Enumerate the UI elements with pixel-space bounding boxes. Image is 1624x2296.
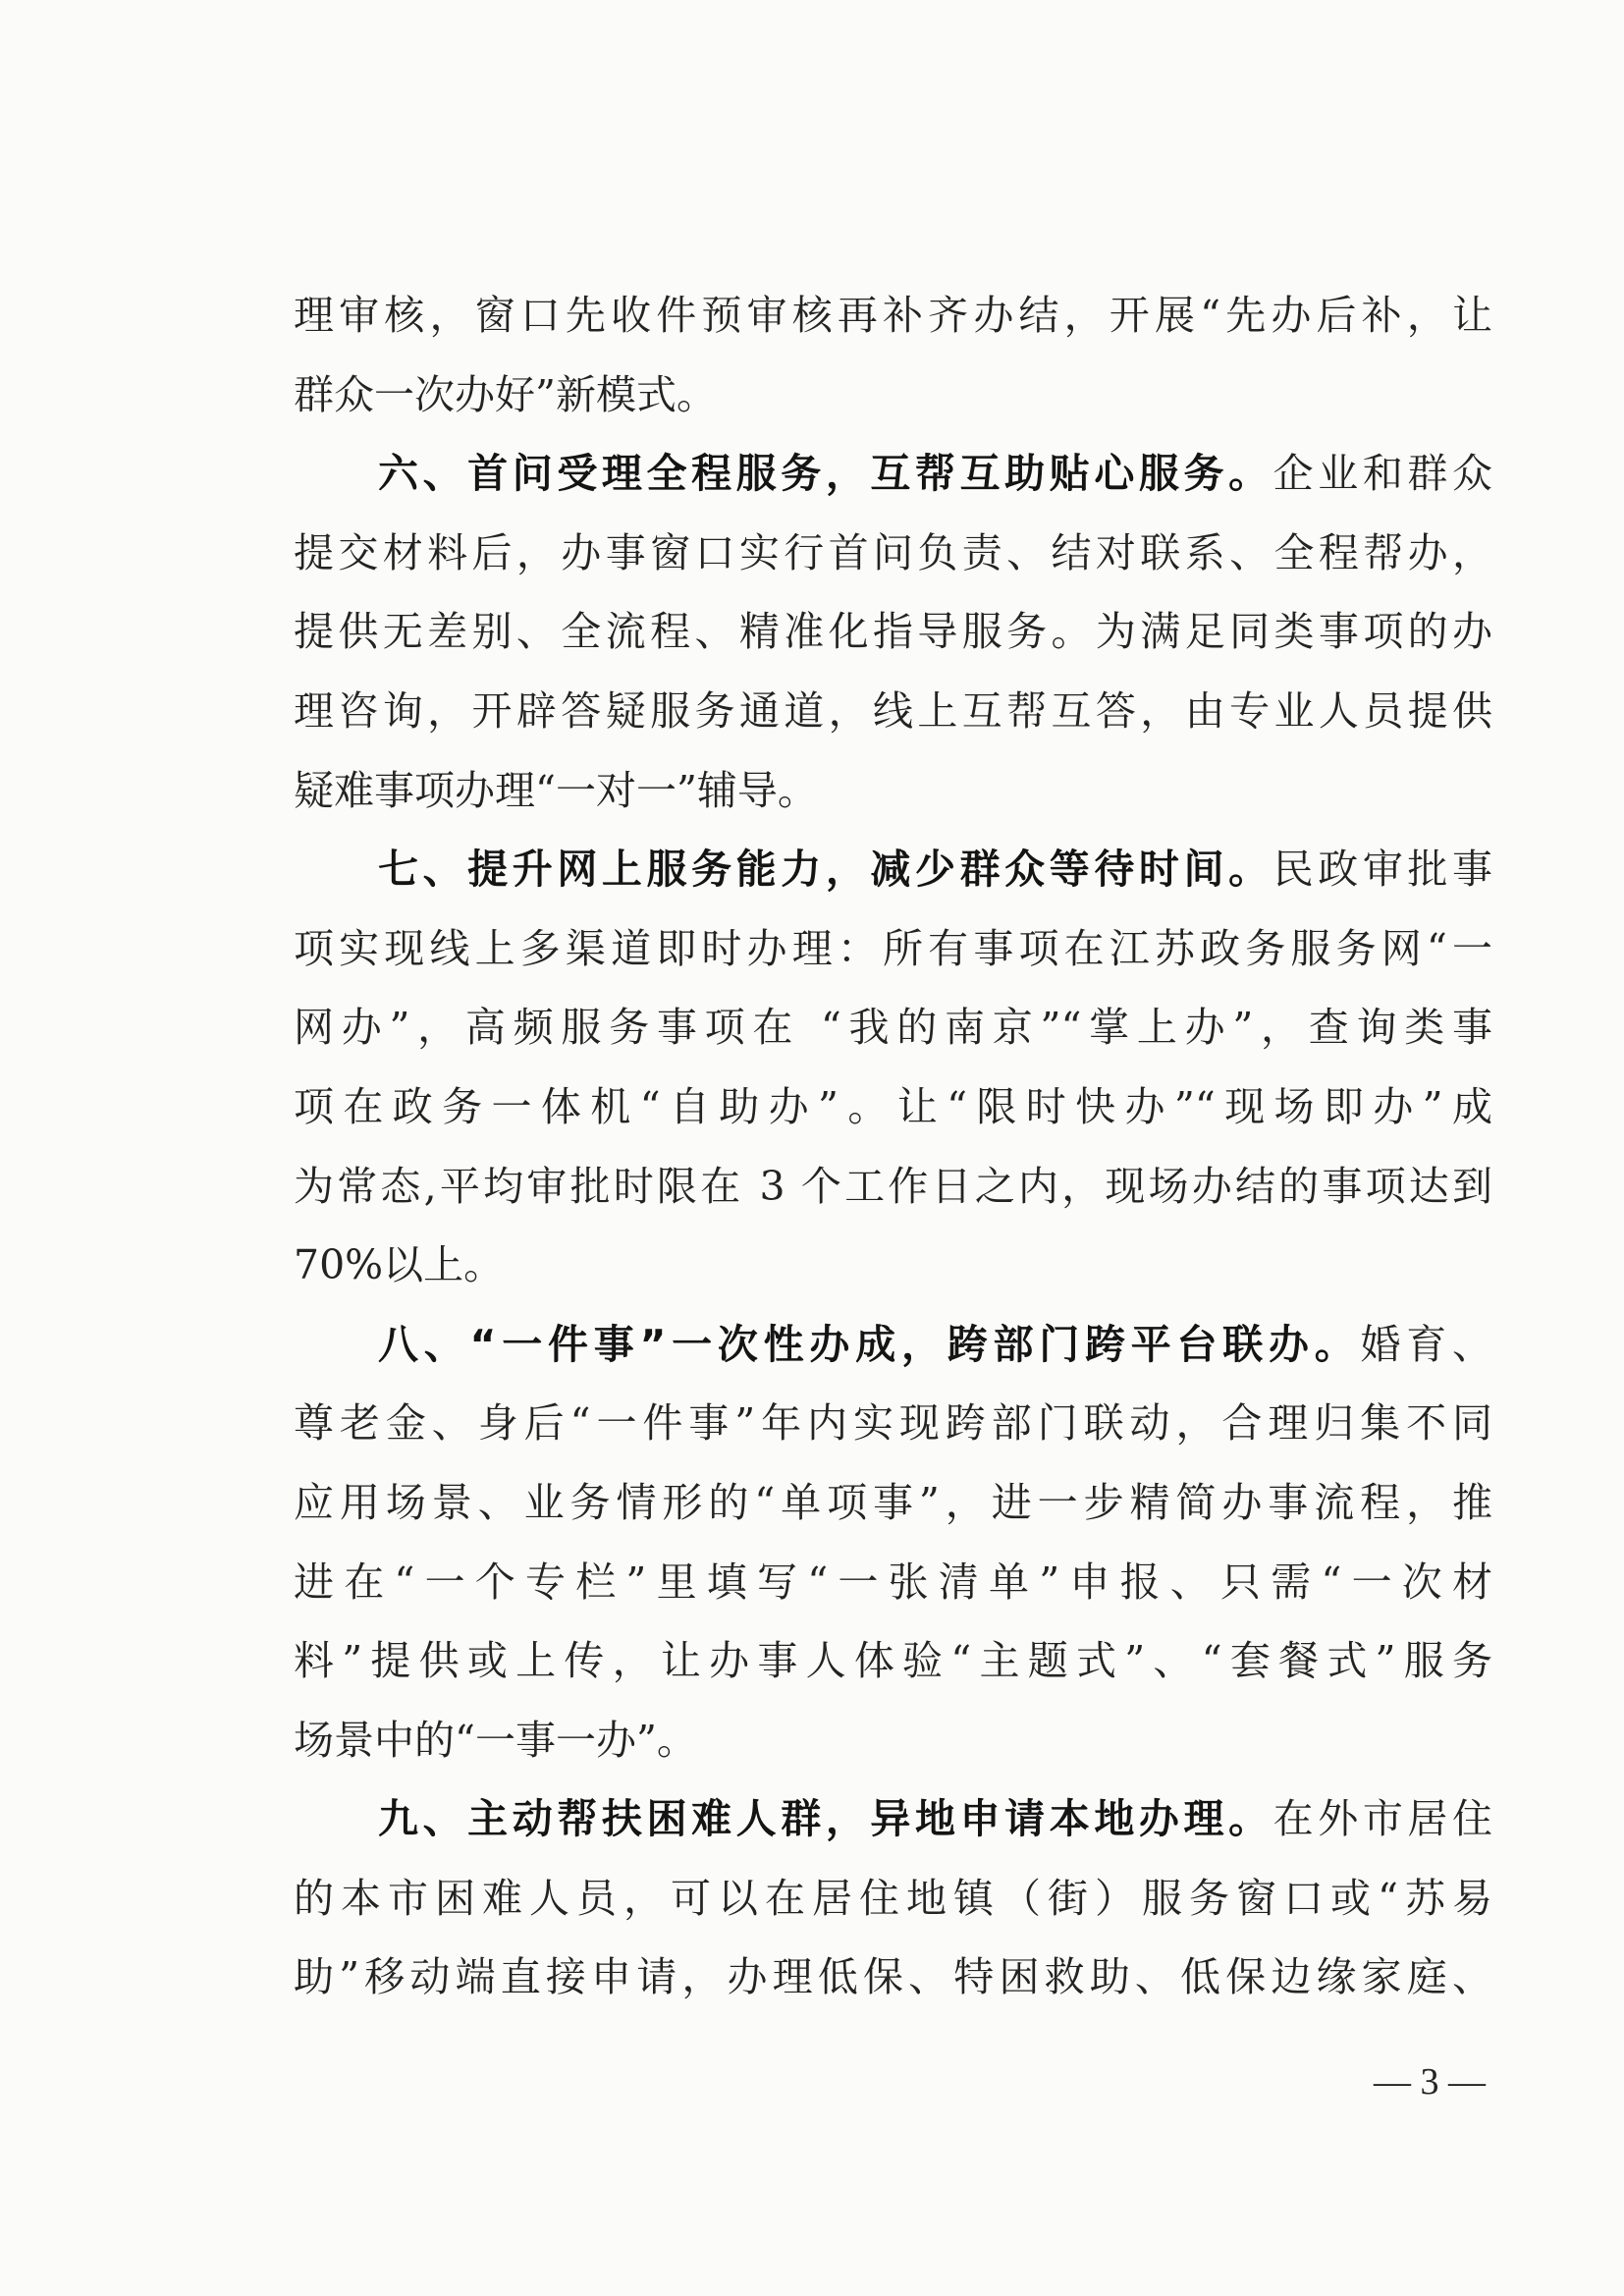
text-line: 项实现线上多渠道即时办理：所有事项在江苏政务服务网“一: [294, 924, 1492, 972]
paragraph: [294, 830, 1492, 1305]
text-line: 疑难事项办理“一对一”辅导。: [294, 766, 818, 814]
section-heading: 九、主动帮扶困难人群，异地申请本地办理。: [378, 1795, 1273, 1843]
text-line: 项在政务一体机“自助办”。让“限时快办”“现场即办”成: [294, 1082, 1492, 1130]
paragraph: [294, 276, 1492, 434]
text-line: 料”提供或上传，让办事人体验“主题式”、“套餐式”服务: [294, 1637, 1492, 1685]
page-number: — 3 —: [1374, 2061, 1486, 2103]
text-line: 尊老金、身后“一件事”年内实现跨部门联动，合理归集不同: [294, 1399, 1492, 1448]
body-text: [294, 276, 1492, 2017]
text-line: 理咨询，开辟答疑服务通道，线上互帮互答，由专业人员提供: [294, 686, 1492, 735]
text-run: 在外市居住: [1272, 1795, 1492, 1843]
paragraph: [294, 1305, 1492, 1780]
text-line: 场景中的“一事一办”。: [294, 1716, 697, 1764]
text-line: [378, 434, 1492, 514]
text-line: 应用场景、业务情形的“单项事”，进一步精简办事流程，推: [294, 1478, 1492, 1526]
paragraph: [294, 434, 1492, 830]
text-line: 理审核，窗口先收件预审核再补齐办结，开展“先办后补，让: [294, 292, 1492, 339]
section-heading: 六、首问受理全程服务，互帮互助贴心服务。: [378, 450, 1273, 498]
text-run: 民政审批事: [1272, 846, 1492, 894]
text-line: 70%以上。: [294, 1241, 505, 1289]
text-line: 提交材料后，办事窗口实行首问负责、结对联系、全程帮办，: [294, 528, 1492, 576]
text-line: 的本市困难人员，可以在居住地镇（街）服务窗口或“苏易: [294, 1874, 1492, 1922]
text-line: 为常态,平均审批时限在 3 个工作日之内，现场办结的事项达到: [294, 1162, 1492, 1210]
text-line: [378, 1305, 1492, 1385]
section-heading: 七、提升网上服务能力，减少群众等待时间。: [378, 846, 1273, 894]
text-line: [378, 1779, 1492, 1859]
text-line: [378, 830, 1492, 909]
paragraph: [294, 1779, 1492, 2017]
text-line: 提供无差别、全流程、精准化指导服务。为满足同类事项的办: [294, 608, 1492, 656]
text-line: 进在“一个专栏”里填写“一张清单”申报、只需“一次材: [294, 1558, 1492, 1606]
text-line: 网办”，高频服务事项在 “我的南京”“掌上办”，查询类事: [294, 1004, 1492, 1052]
text-line: 助”移动端直接申请，办理低保、特困救助、低保边缘家庭、: [294, 1953, 1492, 2001]
section-heading: 八、“一件事”一次性办成，跨部门跨平台联办。: [378, 1320, 1361, 1368]
text-line: 群众一次办好”新模式。: [294, 370, 717, 418]
text-run: 企业和群众: [1272, 450, 1492, 498]
text-run: 婚育、: [1360, 1320, 1492, 1368]
